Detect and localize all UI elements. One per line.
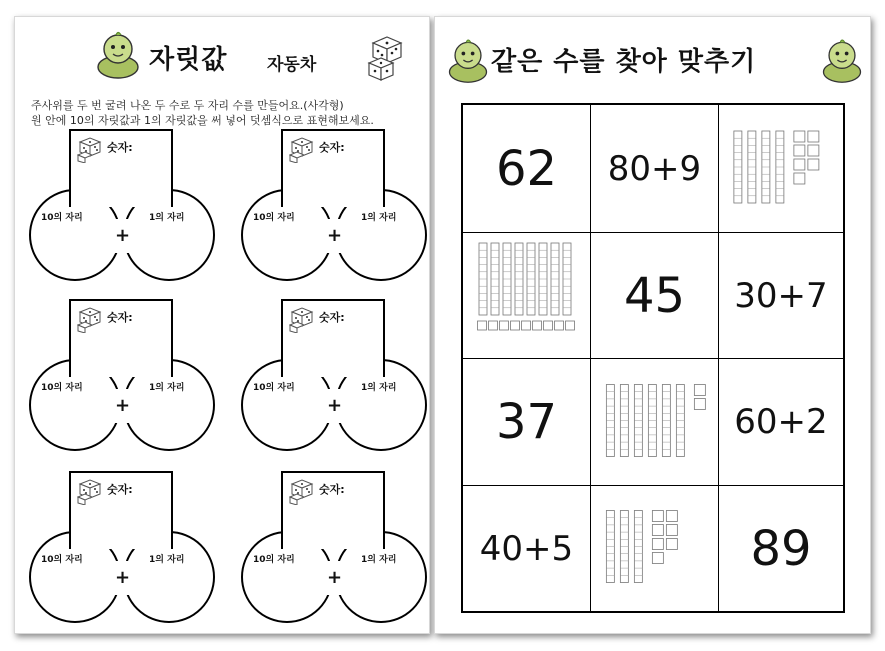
number-label: 숫자: [319, 483, 345, 496]
number-value: 62 [495, 140, 558, 197]
tens-rod [620, 511, 628, 583]
ones-cube [808, 131, 819, 142]
dice-icon [289, 135, 315, 163]
ones-cube [566, 321, 575, 330]
dice-icon [77, 135, 103, 163]
match-card[interactable] [463, 105, 591, 233]
base-ten-blocks [463, 233, 591, 359]
ones-cube [666, 511, 677, 522]
dice-icon [77, 477, 103, 505]
ones-label: 1의 자리 [149, 383, 185, 393]
expanded-form: 60+2 [734, 402, 828, 442]
matching-grid [461, 103, 845, 613]
base-ten-blocks [719, 105, 843, 233]
ones-cube [500, 321, 509, 330]
number-label: 숫자: [319, 141, 345, 154]
match-card[interactable] [463, 486, 591, 611]
tens-rod [479, 243, 487, 315]
tens-label: 10의 자리 [253, 213, 295, 223]
instruction-line-2: 원 안에 10의 자릿값과 1의 자릿값을 써 넣어 덧셈식으로 표현해보세요. [31, 114, 374, 127]
base-ten-blocks [591, 486, 719, 611]
car-card [241, 129, 431, 277]
tens-rod [662, 385, 670, 457]
ones-label: 1의 자리 [361, 555, 397, 565]
ones-cube [652, 553, 663, 564]
ones-cube [666, 525, 677, 536]
match-card[interactable] [463, 359, 591, 486]
tens-rod [648, 385, 656, 457]
ones-cube [652, 511, 663, 522]
car-card [29, 299, 219, 447]
plus-sign: + [115, 225, 131, 246]
plus-sign: + [115, 395, 131, 416]
ones-cube [794, 159, 805, 170]
worksheet-title: 자릿값 [149, 45, 228, 75]
turtle-mascot-icon [91, 29, 145, 79]
number-value: 37 [495, 394, 558, 450]
tens-rod [734, 131, 742, 203]
tens-rod [676, 385, 684, 457]
match-card[interactable] [591, 105, 719, 233]
match-card[interactable] [463, 233, 591, 359]
ones-cube [652, 525, 663, 536]
match-card[interactable] [591, 486, 719, 611]
ones-cube [666, 539, 677, 550]
tens-rod [748, 131, 756, 203]
base-ten-blocks [591, 359, 719, 486]
match-card[interactable] [719, 233, 843, 359]
ones-cube [522, 321, 531, 330]
dice-pair-icon [367, 33, 407, 81]
tens-rod [515, 243, 523, 315]
match-card[interactable] [591, 359, 719, 486]
tens-rod [776, 131, 784, 203]
dice-icon [77, 305, 103, 333]
dice-icon [289, 477, 315, 505]
car-card [29, 129, 219, 277]
matching-numbers-worksheet [434, 16, 871, 634]
match-card[interactable] [719, 359, 843, 486]
expanded-form: 40+5 [479, 528, 574, 569]
number-label: 숫자: [107, 483, 133, 496]
tens-rod [634, 385, 642, 457]
place-value-car-worksheet [14, 16, 430, 634]
tens-rod [620, 385, 628, 457]
tens-rod [503, 243, 511, 315]
ones-label: 1의 자리 [361, 213, 397, 223]
number-label: 숫자: [107, 311, 133, 324]
number-value: 45 [623, 267, 686, 324]
number-value: 89 [750, 520, 812, 577]
matching-title: 같은 수를 찾아 맞추기 [491, 47, 757, 77]
match-card[interactable] [719, 105, 843, 233]
ones-cube [652, 539, 663, 550]
tens-label: 10의 자리 [41, 213, 83, 223]
tens-label: 10의 자리 [253, 383, 295, 393]
dice-icon [289, 305, 315, 333]
tens-rod [527, 243, 535, 315]
match-card[interactable] [719, 486, 843, 611]
plus-sign: + [327, 567, 343, 588]
ones-cube [794, 173, 805, 184]
tens-rod [551, 243, 559, 315]
plus-sign: + [327, 225, 343, 246]
car-card [29, 471, 219, 619]
plus-sign: + [327, 395, 343, 416]
car-card [241, 299, 431, 447]
ones-cube [808, 159, 819, 170]
tens-rod [491, 243, 499, 315]
ones-cube [694, 385, 705, 396]
ones-cube [794, 145, 805, 156]
instruction-line-1: 주사위를 두 번 굴려 나온 두 수로 두 자리 수를 만들어요.(사각형) [31, 99, 344, 112]
tens-label: 10의 자리 [41, 555, 83, 565]
tens-rod [563, 243, 571, 315]
expanded-form: 80+9 [607, 148, 702, 189]
ones-cube [794, 131, 805, 142]
plus-sign: + [115, 567, 131, 588]
ones-label: 1의 자리 [149, 213, 185, 223]
expanded-form: 30+7 [734, 275, 828, 316]
tens-label: 10의 자리 [253, 555, 295, 565]
number-label: 숫자: [107, 141, 133, 154]
match-card[interactable] [591, 233, 719, 359]
tens-rod [634, 511, 642, 583]
car-card [241, 471, 431, 619]
ones-label: 1의 자리 [149, 555, 185, 565]
ones-cube [808, 145, 819, 156]
tens-rod [606, 385, 614, 457]
ones-cube [511, 321, 520, 330]
ones-cube [478, 321, 487, 330]
worksheet-subtitle: 자동차 [267, 55, 317, 75]
ones-label: 1의 자리 [361, 383, 397, 393]
ones-cube [555, 321, 564, 330]
tens-rod [762, 131, 770, 203]
ones-cube [489, 321, 498, 330]
number-label: 숫자: [319, 311, 345, 324]
tens-label: 10의 자리 [41, 383, 83, 393]
tens-rod [539, 243, 547, 315]
turtle-mascot-icon [443, 35, 493, 85]
ones-cube [544, 321, 553, 330]
tens-rod [606, 511, 614, 583]
ones-cube [694, 399, 705, 410]
turtle-mascot-icon [817, 35, 867, 85]
ones-cube [533, 321, 542, 330]
